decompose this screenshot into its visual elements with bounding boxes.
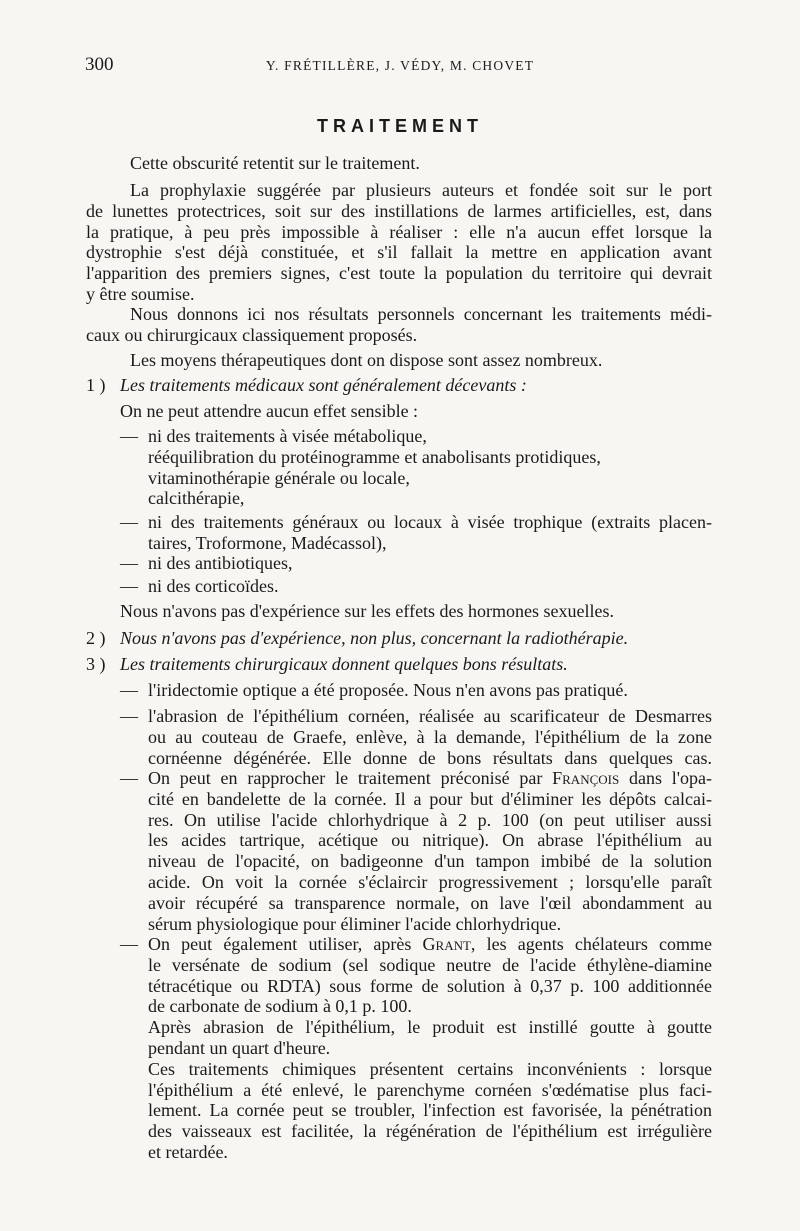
item-1-heading: Les traitements médicaux sont généralement décevants : [120, 375, 527, 395]
item-3-bullet-3: On peut en rapprocher le traitement préconisé par François dans l'opa- cité en bandelette de la cornée. Il a pour but d'éliminer les dépôts calcai- res. On utilise l'acide chlorhydrique à 2 p. 100 (on peut utiliser aussi les acides tartrique, acétique ou nitrique). On abrase l'épithélium au niveau de l'opacité, on badigeonne d'un tampon imbibé de la solution acide. On voit la cornée s'éclaircir progressivement ; lorsqu'elle paraît avoir récupéré sa transparence normale, on lave l'œil abondamment au sérum physiologique pour éliminer l'acide chlorhydrique. [148, 768, 713, 934]
intro-paragraph-4: Les moyens thérapeutiques dont on dispose sont assez nombreux. [130, 350, 603, 370]
bullet-dash: — [120, 576, 138, 596]
bullet-dash: — [120, 426, 138, 446]
bullet-dash: — [120, 680, 138, 700]
intro-paragraph-3: Nous donnons ici nos résultats personnels concernant les traitements médi- caux ou chirurgicaux classiquement proposés. [86, 304, 712, 345]
item-1-lead: On ne peut attendre aucun effet sensible : [120, 401, 419, 421]
item-3-bullet-2: l'abrasion de l'épithélium cornéen, réalisée au scarificateur de Desmarres ou au couteau de Graefe, enlève, à la demande, l'épithélium de la zone cornéenne dégénérée. Elle donne de bons résultats dans quelques cas. [148, 706, 712, 768]
item-1-bullet-3: ni des antibiotiques, [148, 553, 293, 573]
item-3-number: 3 ) [86, 654, 106, 674]
running-title: Y. FRÉTILLÈRE, J. VÉDY, M. CHOVET [265, 58, 535, 73]
item-2-heading: Nous n'avons pas d'expérience, non plus, concernant la radiothérapie. [120, 628, 629, 648]
author-name: Grant [422, 934, 471, 954]
page-number: 300 [85, 54, 114, 75]
intro-paragraph-1: Cette obscurité retentit sur le traitement. [130, 153, 420, 173]
item-3-bullet-1: l'iridectomie optique a été proposée. Nous n'en avons pas pratiqué. [148, 680, 628, 700]
bullet-dash: — [120, 768, 138, 788]
bullet-dash: — [120, 553, 138, 573]
item-1-number: 1 ) [86, 375, 106, 395]
author-name: François [552, 768, 620, 788]
item-3-bullet-4: On peut également utiliser, après Grant, les agents chélateurs comme le versénate de sodium (sel sodique neutre de l'acide éthylène-diamine tétracétique ou RDTA) sous forme de solution à 0,37 p. 100 additionnée de carbonate de sodium à 0,1 p. 100. Après abrasion de l'épithélium, le produit est instillé goutte à goutte pendant un quart d'heure. Ces traitements chimiques présentent certains inconvénients : lorsque l'épithélium a été enlevé, le parenchyme cornéen s'œdématise plus faci- lement. La cornée peut se troubler, l'infection est favorisée, la pénétration des vaisseaux est facilitée, la régénération de l'épithélium est irrégulière et retardée. [148, 934, 712, 1162]
bullet-dash: — [120, 706, 138, 726]
item-3-heading: Les traitements chirurgicaux donnent quelques bons résultats. [120, 654, 568, 674]
section-title: TRAITEMENT [317, 116, 483, 136]
item-1-note: Nous n'avons pas d'expérience sur les effets des hormones sexuelles. [120, 601, 615, 621]
item-2-number: 2 ) [86, 628, 106, 648]
item-1-bullet-2: ni des traitements généraux ou locaux à visée trophique (extraits placen- taires, Troformone, Madécassol), [148, 512, 712, 553]
item-1-bullet-1: ni des traitements à visée métabolique, rééquilibration du protéinogramme et anabolisants protidiques, vitaminothérapie générale ou locale, calcithérapie, [148, 426, 601, 509]
item-1-bullet-4: ni des corticoïdes. [148, 576, 279, 596]
intro-paragraph-2: La prophylaxie suggérée par plusieurs auteurs et fondée soit sur le port de lunettes protectrices, soit sur des instillations de larmes artificielles, est, dans la pratique, à peu près impossible à réaliser : elle n'a aucun effet lorsque la dystrophie s'est déjà constituée, et s'il fallait la mettre en application avant l'apparition des premiers signes, c'est toute la population du territoire qui devrait y être soumise. [86, 180, 712, 304]
bullet-dash: — [120, 512, 138, 532]
bullet-dash: — [120, 934, 138, 954]
